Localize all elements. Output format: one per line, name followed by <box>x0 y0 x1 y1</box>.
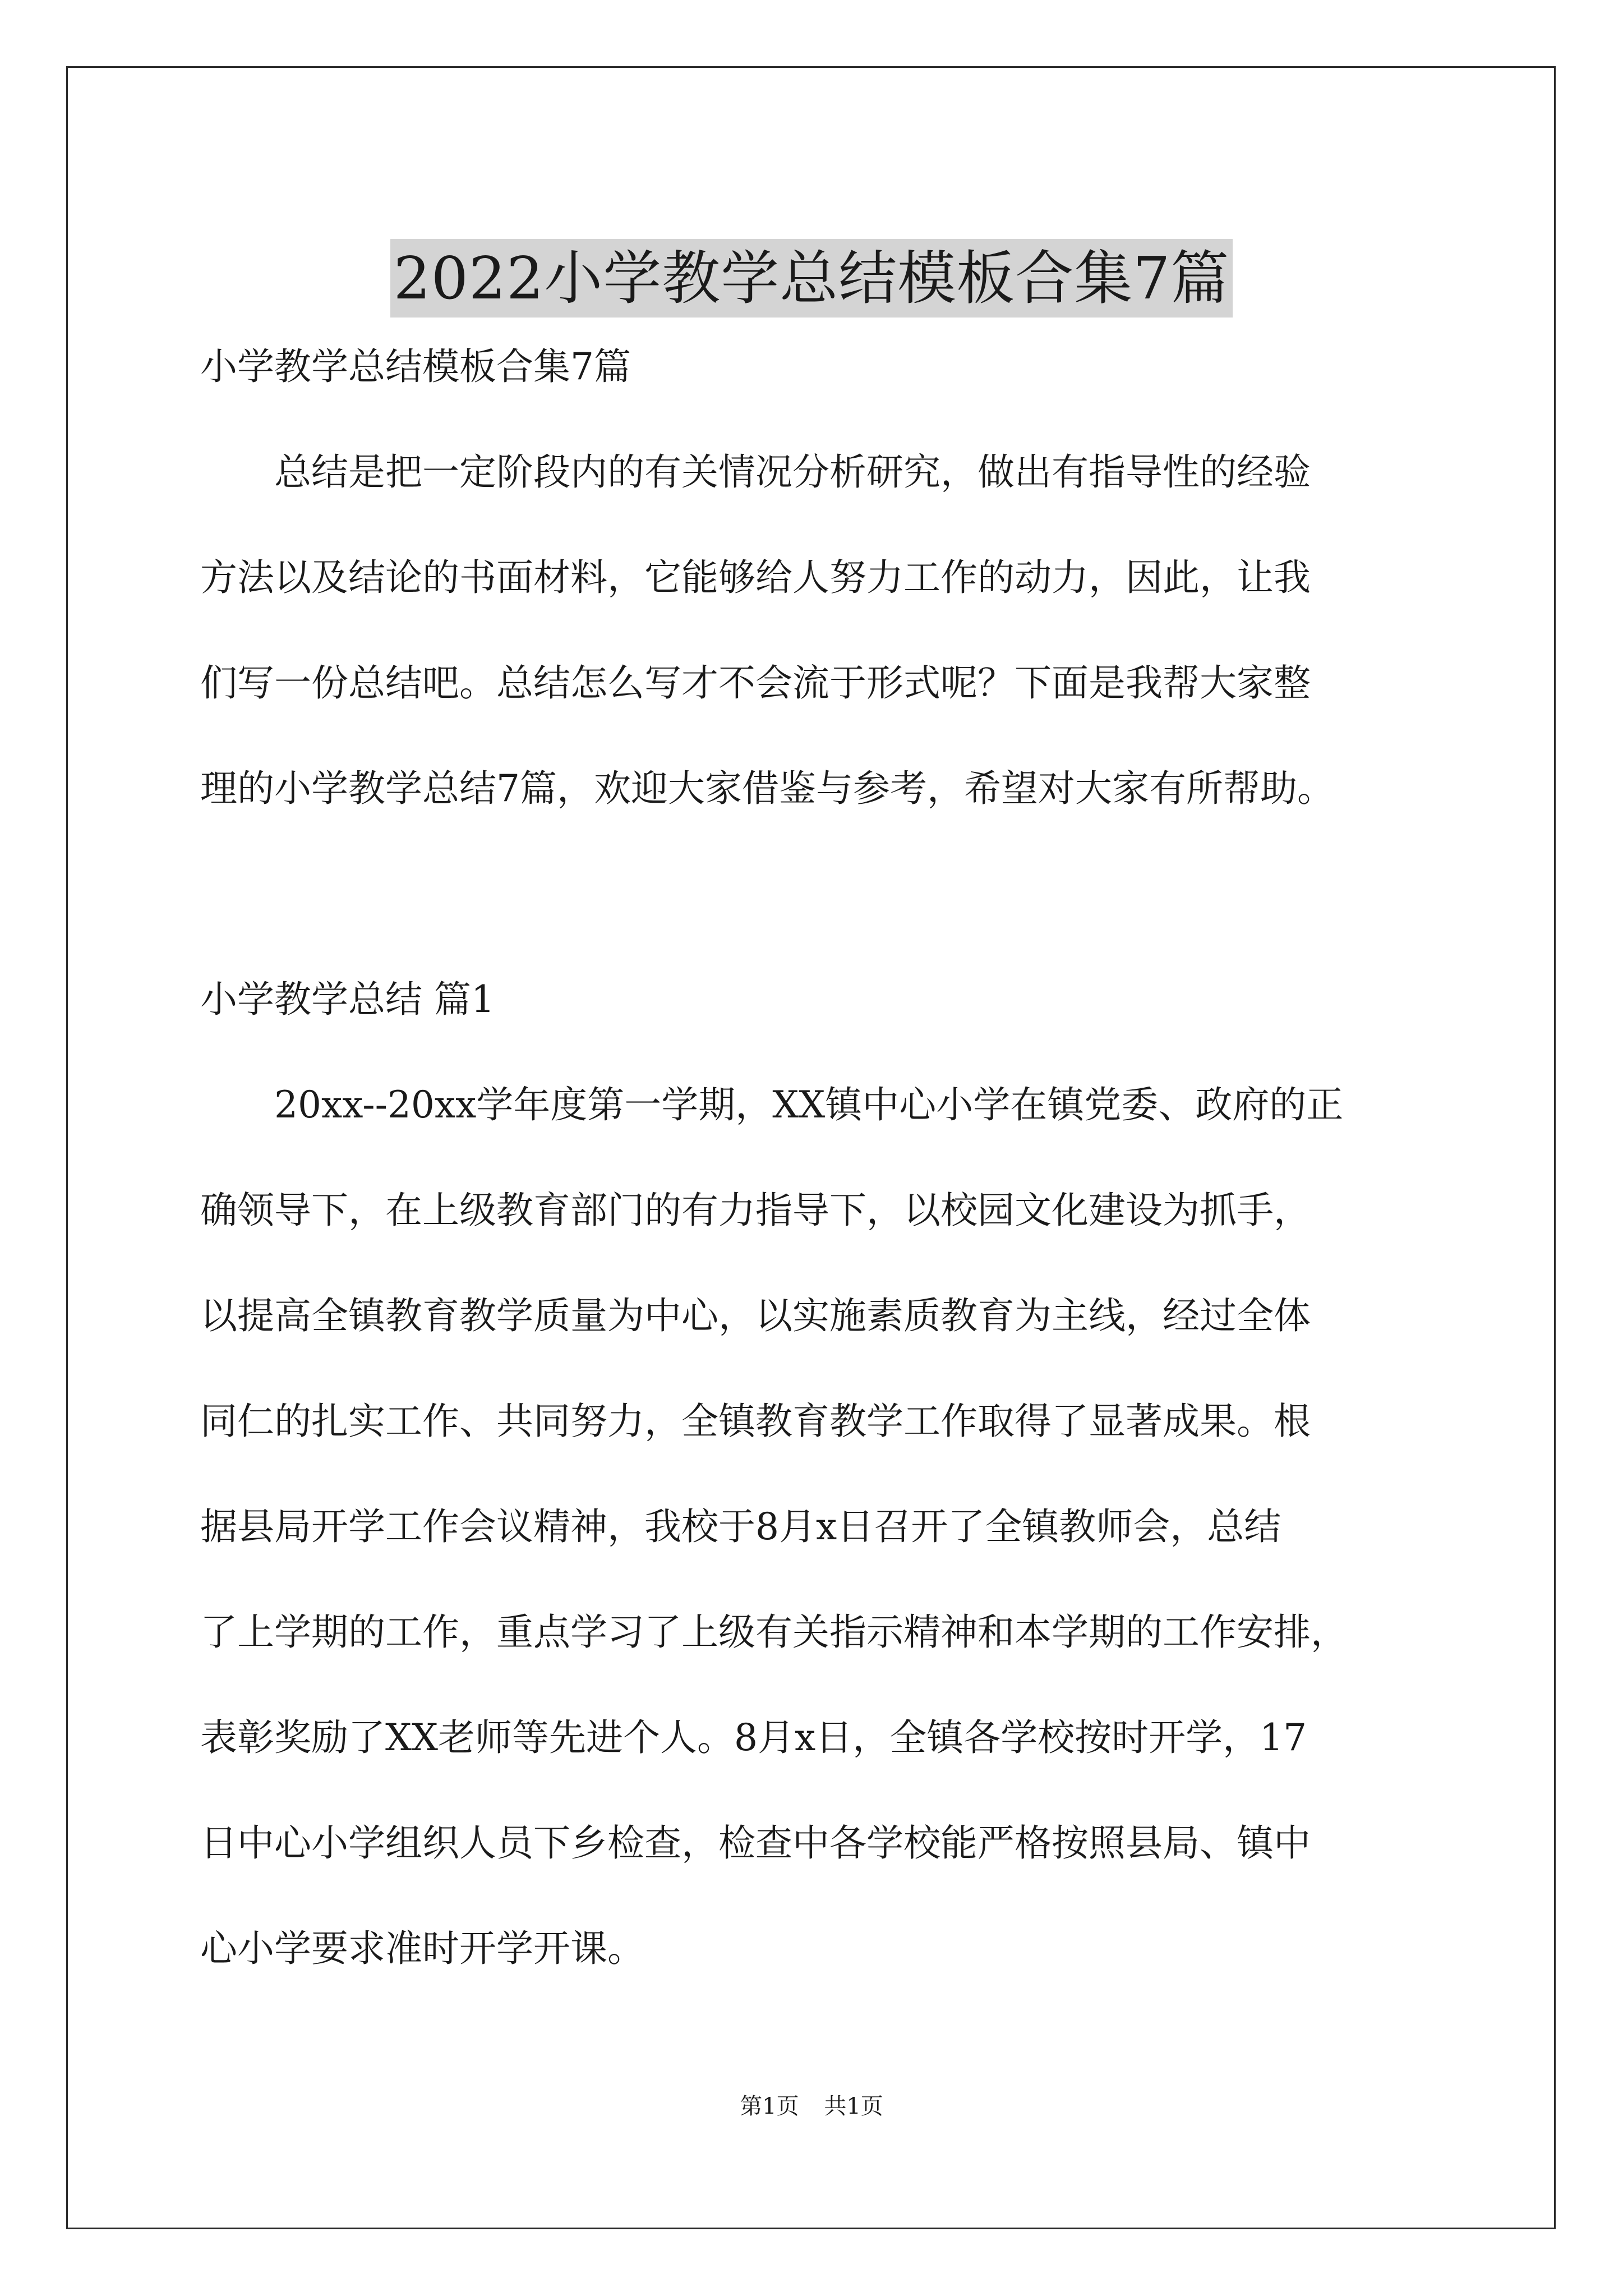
intro-line-2: 方法以及结论的书面材料，它能够给人努力工作的动力，因此，让我 <box>200 556 1311 599</box>
body-line-2: 确领导下，在上级教育部门的有力指导下，以校园文化建设为抓手， <box>200 1189 1311 1232</box>
page-footer <box>0 2090 1623 2123</box>
document-body <box>200 314 1434 2001</box>
section-heading: 小学教学总结 篇1 <box>200 978 495 1021</box>
body-line-4: 同仁的扎实工作、共同努力，全镇教育教学工作取得了显著成果。根 <box>200 1400 1311 1443</box>
body-line-3: 以提高全镇教育教学质量为中心，以实施素质教育为主线，经过全体 <box>200 1294 1311 1337</box>
intro-line-1: 总结是把一定阶段内的有关情况分析研究，做出有指导性的经验 <box>200 450 1311 494</box>
body-line-6: 了上学期的工作，重点学习了上级有关指示精神和本学期的工作安排， <box>200 1611 1348 1654</box>
page-total: 共1页 <box>824 2093 883 2119</box>
subtitle-line: 小学教学总结模板合集7篇 <box>200 345 631 388</box>
document-title: 2022小学教学总结模板合集7篇 <box>390 239 1233 318</box>
body-line-9: 心小学要求准时开学开课。 <box>200 1927 644 1970</box>
page-number: 第1页 <box>740 2093 799 2119</box>
body-line-1: 20xx--20xx学年度第一学期，XX镇中心小学在镇党委、政府的正 <box>200 1083 1344 1126</box>
body-line-8: 日中心小学组织人员下乡检查，检查中各学校能严格按照县局、镇中 <box>200 1821 1311 1865</box>
intro-line-3: 们写一份总结吧。总结怎么写才不会流于形式呢？下面是我帮大家整 <box>200 661 1311 705</box>
blank-line <box>200 841 1434 947</box>
intro-line-4: 理的小学教学总结7篇，欢迎大家借鉴与参考，希望对大家有所帮助。 <box>200 767 1334 810</box>
body-line-5: 据县局开学工作会议精神，我校于8月x日召开了全镇教师会，总结 <box>200 1505 1281 1548</box>
body-line-7: 表彰奖励了XX老师等先进个人。8月x日，全镇各学校按时开学，17 <box>200 1716 1307 1759</box>
